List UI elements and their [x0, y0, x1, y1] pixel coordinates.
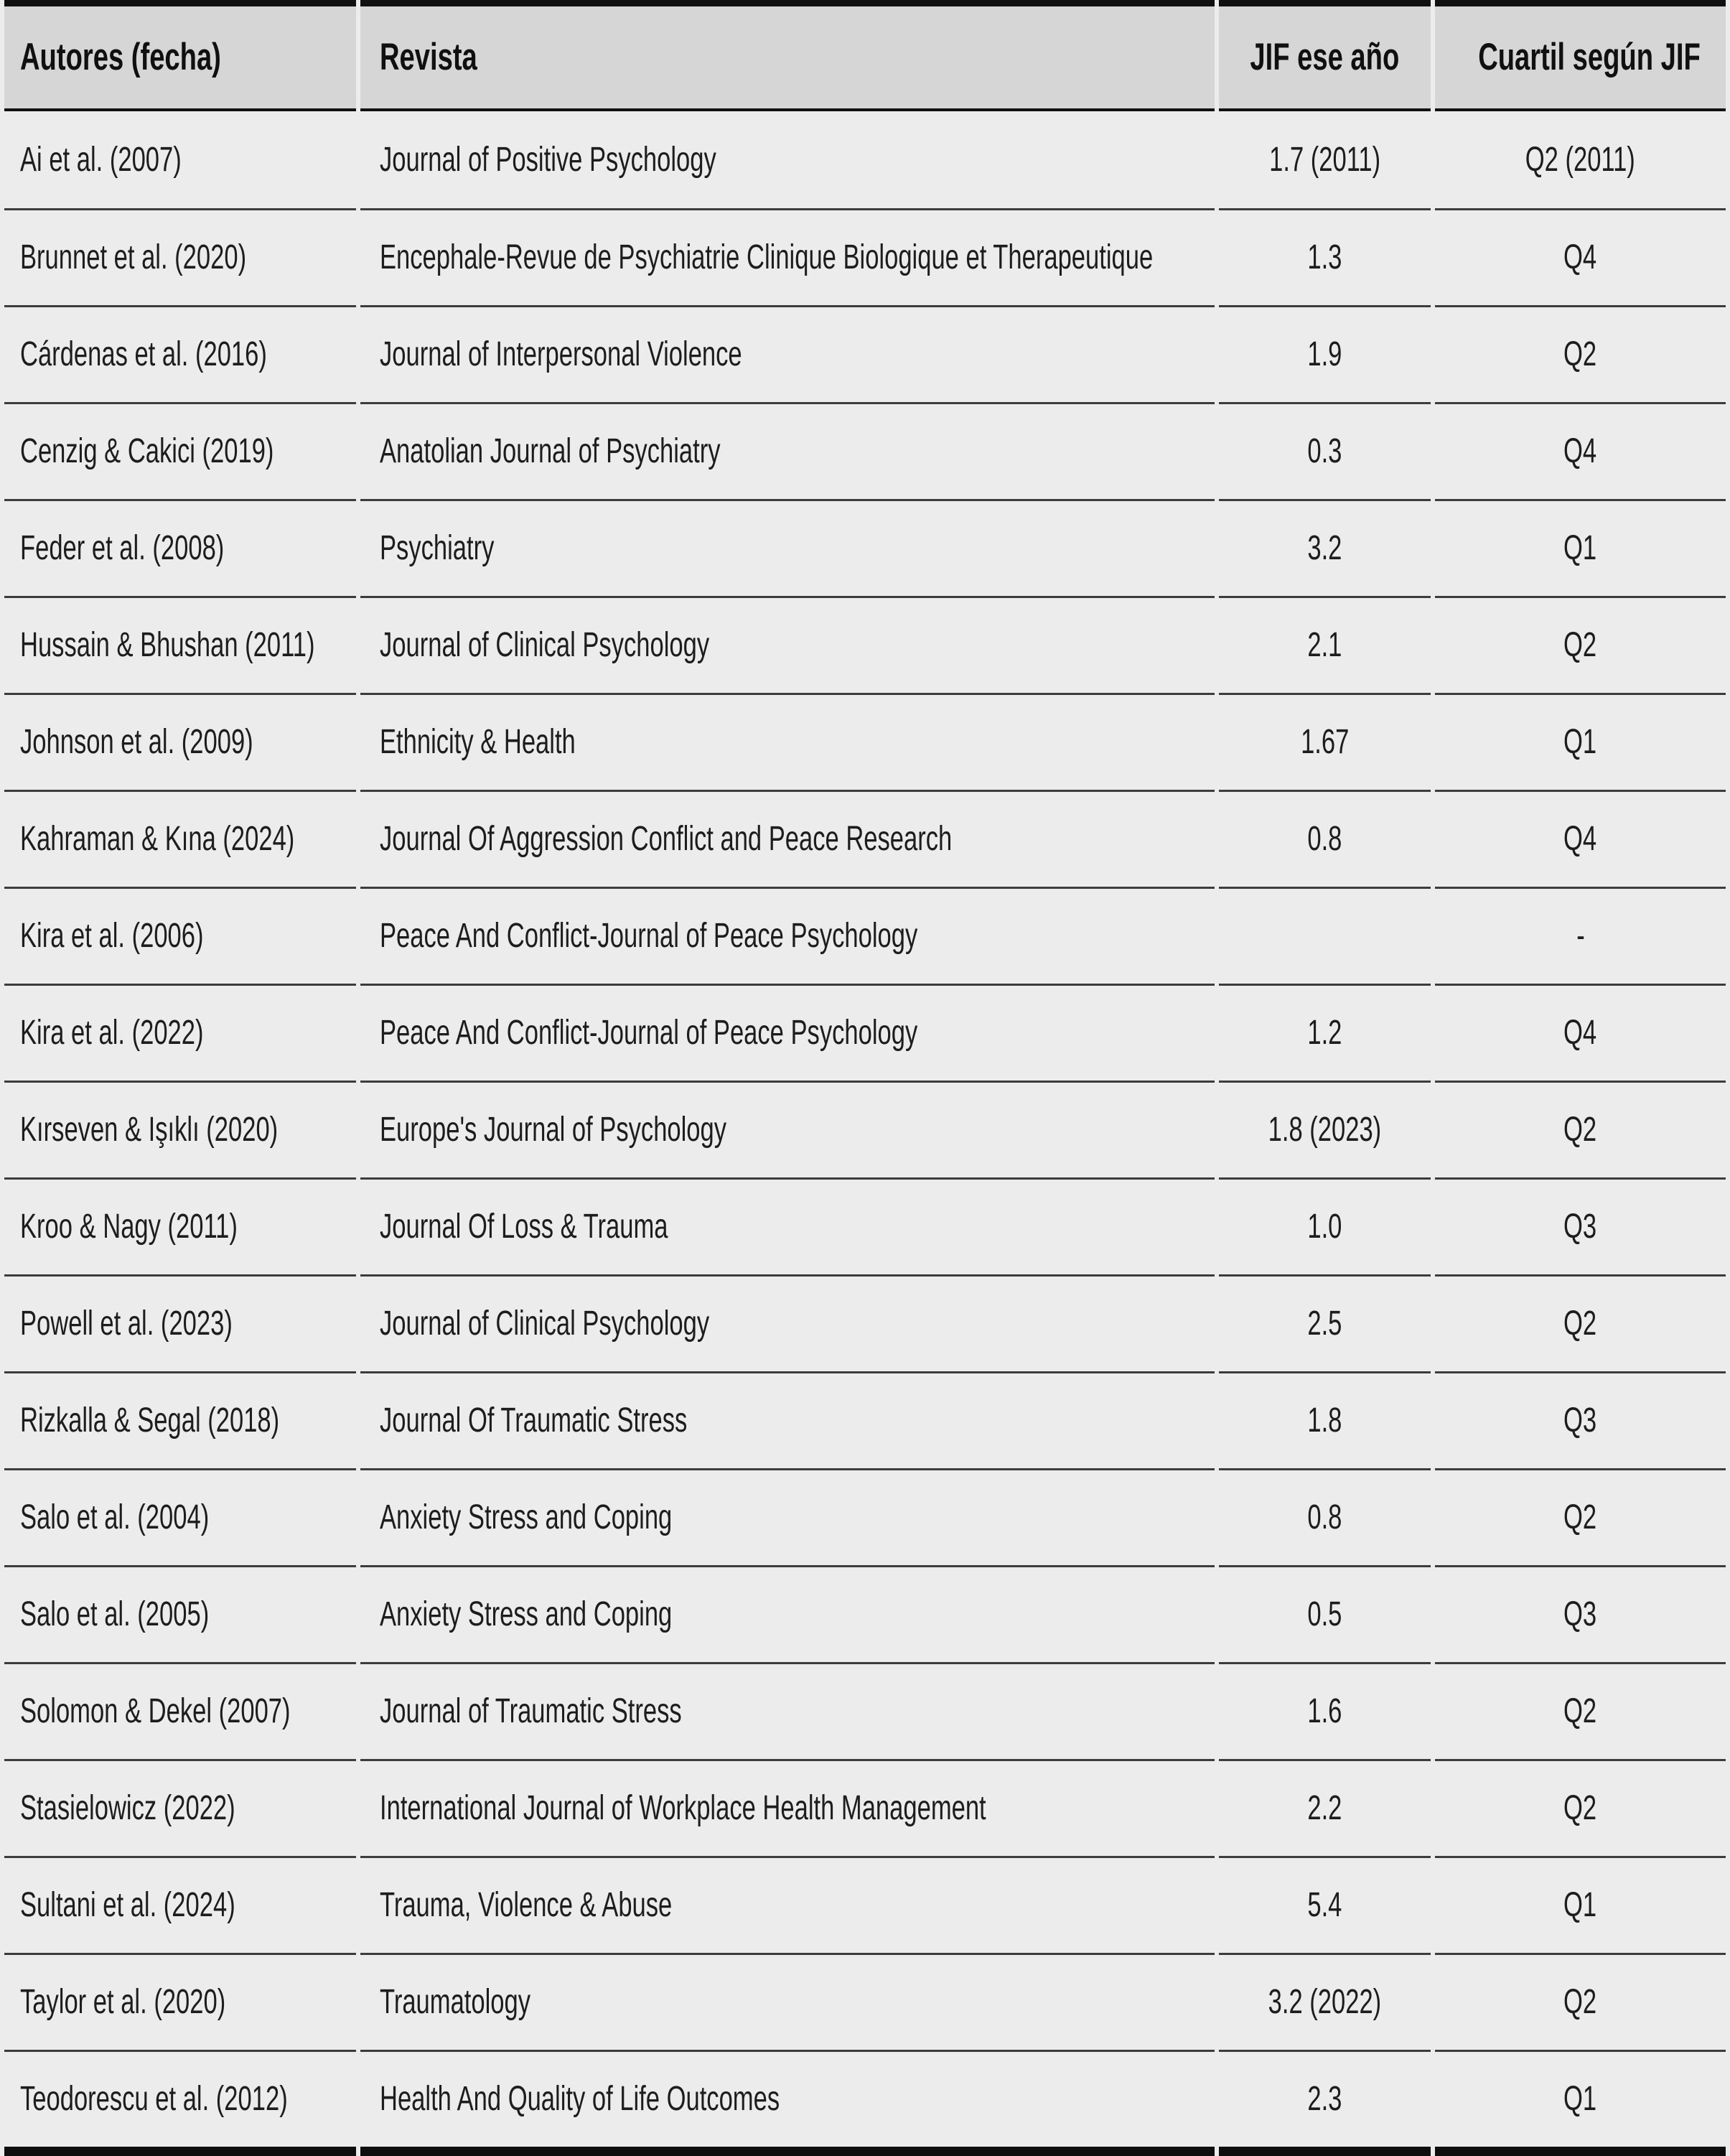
header-row — [4, 0, 1726, 111]
table-row — [4, 111, 1726, 208]
author-cell: Cárdenas et al. (2016) — [4, 305, 356, 402]
author-cell: Salo et al. (2005) — [4, 1565, 356, 1662]
journal-cell: Health And Quality of Life Outcomes — [360, 2050, 1215, 2156]
journal-cell: Anxiety Stress and Coping — [360, 1468, 1215, 1565]
author-cell: Solomon & Dekel (2007) — [4, 1662, 356, 1759]
jif-cell: 0.8 — [1219, 790, 1431, 887]
col-header-revista — [360, 0, 1215, 111]
journal-cell: Journal Of Traumatic Stress — [360, 1371, 1215, 1468]
table-row — [4, 1468, 1726, 1565]
jif-cell: 1.3 — [1219, 208, 1431, 305]
author-cell: Teodorescu et al. (2012) — [4, 2050, 356, 2156]
jif-cell: 0.5 — [1219, 1565, 1431, 1662]
quartile-cell: Q2 — [1435, 1081, 1726, 1177]
journal-cell: Journal Of Aggression Conflict and Peace Research — [360, 790, 1215, 887]
jif-cell: 2.3 — [1219, 2050, 1431, 2156]
journal-cell: Anxiety Stress and Coping — [360, 1565, 1215, 1662]
journal-cell: Journal of Positive Psychology — [360, 111, 1215, 208]
col-header-jif-label: JIF ese año — [1250, 35, 1400, 78]
quartile-cell: Q3 — [1435, 1177, 1726, 1274]
jif-cell — [1219, 887, 1431, 984]
author-cell: Ai et al. (2007) — [4, 111, 356, 208]
quartile-cell: Q1 — [1435, 693, 1726, 790]
quartile-cell: Q2 — [1435, 1274, 1726, 1371]
col-header-autores-label: Autores (fecha) — [20, 35, 221, 78]
quartile-cell: Q4 — [1435, 208, 1726, 305]
jif-cell: 1.8 — [1219, 1371, 1431, 1468]
quartile-cell: Q1 — [1435, 499, 1726, 596]
jif-cell: 0.8 — [1219, 1468, 1431, 1565]
table-row — [4, 1177, 1726, 1274]
table-row — [4, 305, 1726, 402]
author-cell: Stasielowicz (2022) — [4, 1759, 356, 1856]
quartile-cell: Q2 — [1435, 1953, 1726, 2050]
col-header-jif — [1219, 0, 1431, 111]
quartile-cell: Q2 — [1435, 596, 1726, 693]
quartile-cell: Q4 — [1435, 402, 1726, 499]
journal-cell: Trauma, Violence & Abuse — [360, 1856, 1215, 1953]
journal-cell: Traumatology — [360, 1953, 1215, 2050]
journal-cell: Psychiatry — [360, 499, 1215, 596]
journal-cell: Ethnicity & Health — [360, 693, 1215, 790]
jif-cell: 1.6 — [1219, 1662, 1431, 1759]
author-cell: Cenzig & Cakici (2019) — [4, 402, 356, 499]
author-cell: Rizkalla & Segal (2018) — [4, 1371, 356, 1468]
author-cell: Powell et al. (2023) — [4, 1274, 356, 1371]
table-row — [4, 1759, 1726, 1856]
quartile-cell: Q3 — [1435, 1371, 1726, 1468]
author-cell: Feder et al. (2008) — [4, 499, 356, 596]
quartile-cell: Q2 — [1435, 1662, 1726, 1759]
journal-cell: Journal of Interpersonal Violence — [360, 305, 1215, 402]
author-cell: Hussain & Bhushan (2011) — [4, 596, 356, 693]
table-row — [4, 208, 1726, 305]
col-header-cuartil-label: Cuartil según JIF — [1478, 35, 1701, 78]
jif-cell: 1.9 — [1219, 305, 1431, 402]
journal-cell: International Journal of Workplace Health Management — [360, 1759, 1215, 1856]
col-header-autores — [4, 0, 356, 111]
col-header-revista-label: Revista — [380, 35, 477, 78]
jif-cell: 1.8 (2023) — [1219, 1081, 1431, 1177]
author-cell: Kırseven & Işıklı (2020) — [4, 1081, 356, 1177]
quartile-cell: Q2 — [1435, 1759, 1726, 1856]
author-cell: Kahraman & Kına (2024) — [4, 790, 356, 887]
table-row — [4, 693, 1726, 790]
jif-cell: 1.2 — [1219, 984, 1431, 1081]
quartile-cell: Q4 — [1435, 790, 1726, 887]
quartile-cell: Q1 — [1435, 2050, 1726, 2156]
table-row — [4, 887, 1726, 984]
table-row — [4, 984, 1726, 1081]
journal-cell: Journal of Clinical Psychology — [360, 596, 1215, 693]
table-row — [4, 402, 1726, 499]
table-row — [4, 1371, 1726, 1468]
table-row — [4, 499, 1726, 596]
quartile-cell: Q2 — [1435, 1468, 1726, 1565]
table-row — [4, 596, 1726, 693]
journal-cell: Peace And Conflict-Journal of Peace Psychology — [360, 887, 1215, 984]
table-header — [4, 0, 1726, 111]
jif-cell: 1.67 — [1219, 693, 1431, 790]
author-cell: Brunnet et al. (2020) — [4, 208, 356, 305]
table-row — [4, 1565, 1726, 1662]
author-cell: Johnson et al. (2009) — [4, 693, 356, 790]
author-cell: Sultani et al. (2024) — [4, 1856, 356, 1953]
journal-cell: Encephale-Revue de Psychiatrie Clinique Biologique et Therapeutique — [360, 208, 1215, 305]
journal-cell: Journal Of Loss & Trauma — [360, 1177, 1215, 1274]
journal-cell: Anatolian Journal of Psychiatry — [360, 402, 1215, 499]
table-row — [4, 1081, 1726, 1177]
jif-cell: 1.0 — [1219, 1177, 1431, 1274]
table-row — [4, 1953, 1726, 2050]
table-row — [4, 790, 1726, 887]
table-row — [4, 1274, 1726, 1371]
author-cell: Kira et al. (2006) — [4, 887, 356, 984]
author-cell: Kira et al. (2022) — [4, 984, 356, 1081]
author-cell: Kroo & Nagy (2011) — [4, 1177, 356, 1274]
jif-cell: 3.2 (2022) — [1219, 1953, 1431, 2050]
table-row — [4, 1856, 1726, 1953]
table-body — [4, 111, 1726, 2156]
jif-cell: 2.2 — [1219, 1759, 1431, 1856]
journal-cell: Europe's Journal of Psychology — [360, 1081, 1215, 1177]
jif-cell: 2.5 — [1219, 1274, 1431, 1371]
col-header-cuartil — [1435, 0, 1726, 111]
journal-cell: Journal of Clinical Psychology — [360, 1274, 1215, 1371]
quartile-cell: Q2 (2011) — [1435, 111, 1726, 208]
author-cell: Salo et al. (2004) — [4, 1468, 356, 1565]
jif-cell: 0.3 — [1219, 402, 1431, 499]
journal-cell: Journal of Traumatic Stress — [360, 1662, 1215, 1759]
author-cell: Taylor et al. (2020) — [4, 1953, 356, 2050]
jif-cell: 3.2 — [1219, 499, 1431, 596]
jif-cell: 1.7 (2011) — [1219, 111, 1431, 208]
table-row — [4, 2050, 1726, 2156]
quartile-cell: Q1 — [1435, 1856, 1726, 1953]
jif-cell: 5.4 — [1219, 1856, 1431, 1953]
quartile-cell: Q3 — [1435, 1565, 1726, 1662]
journal-cell: Peace And Conflict-Journal of Peace Psychology — [360, 984, 1215, 1081]
table-row — [4, 1662, 1726, 1759]
quartile-cell: - — [1435, 887, 1726, 984]
quartile-cell: Q4 — [1435, 984, 1726, 1081]
jif-cell: 2.1 — [1219, 596, 1431, 693]
quartile-cell: Q2 — [1435, 305, 1726, 402]
